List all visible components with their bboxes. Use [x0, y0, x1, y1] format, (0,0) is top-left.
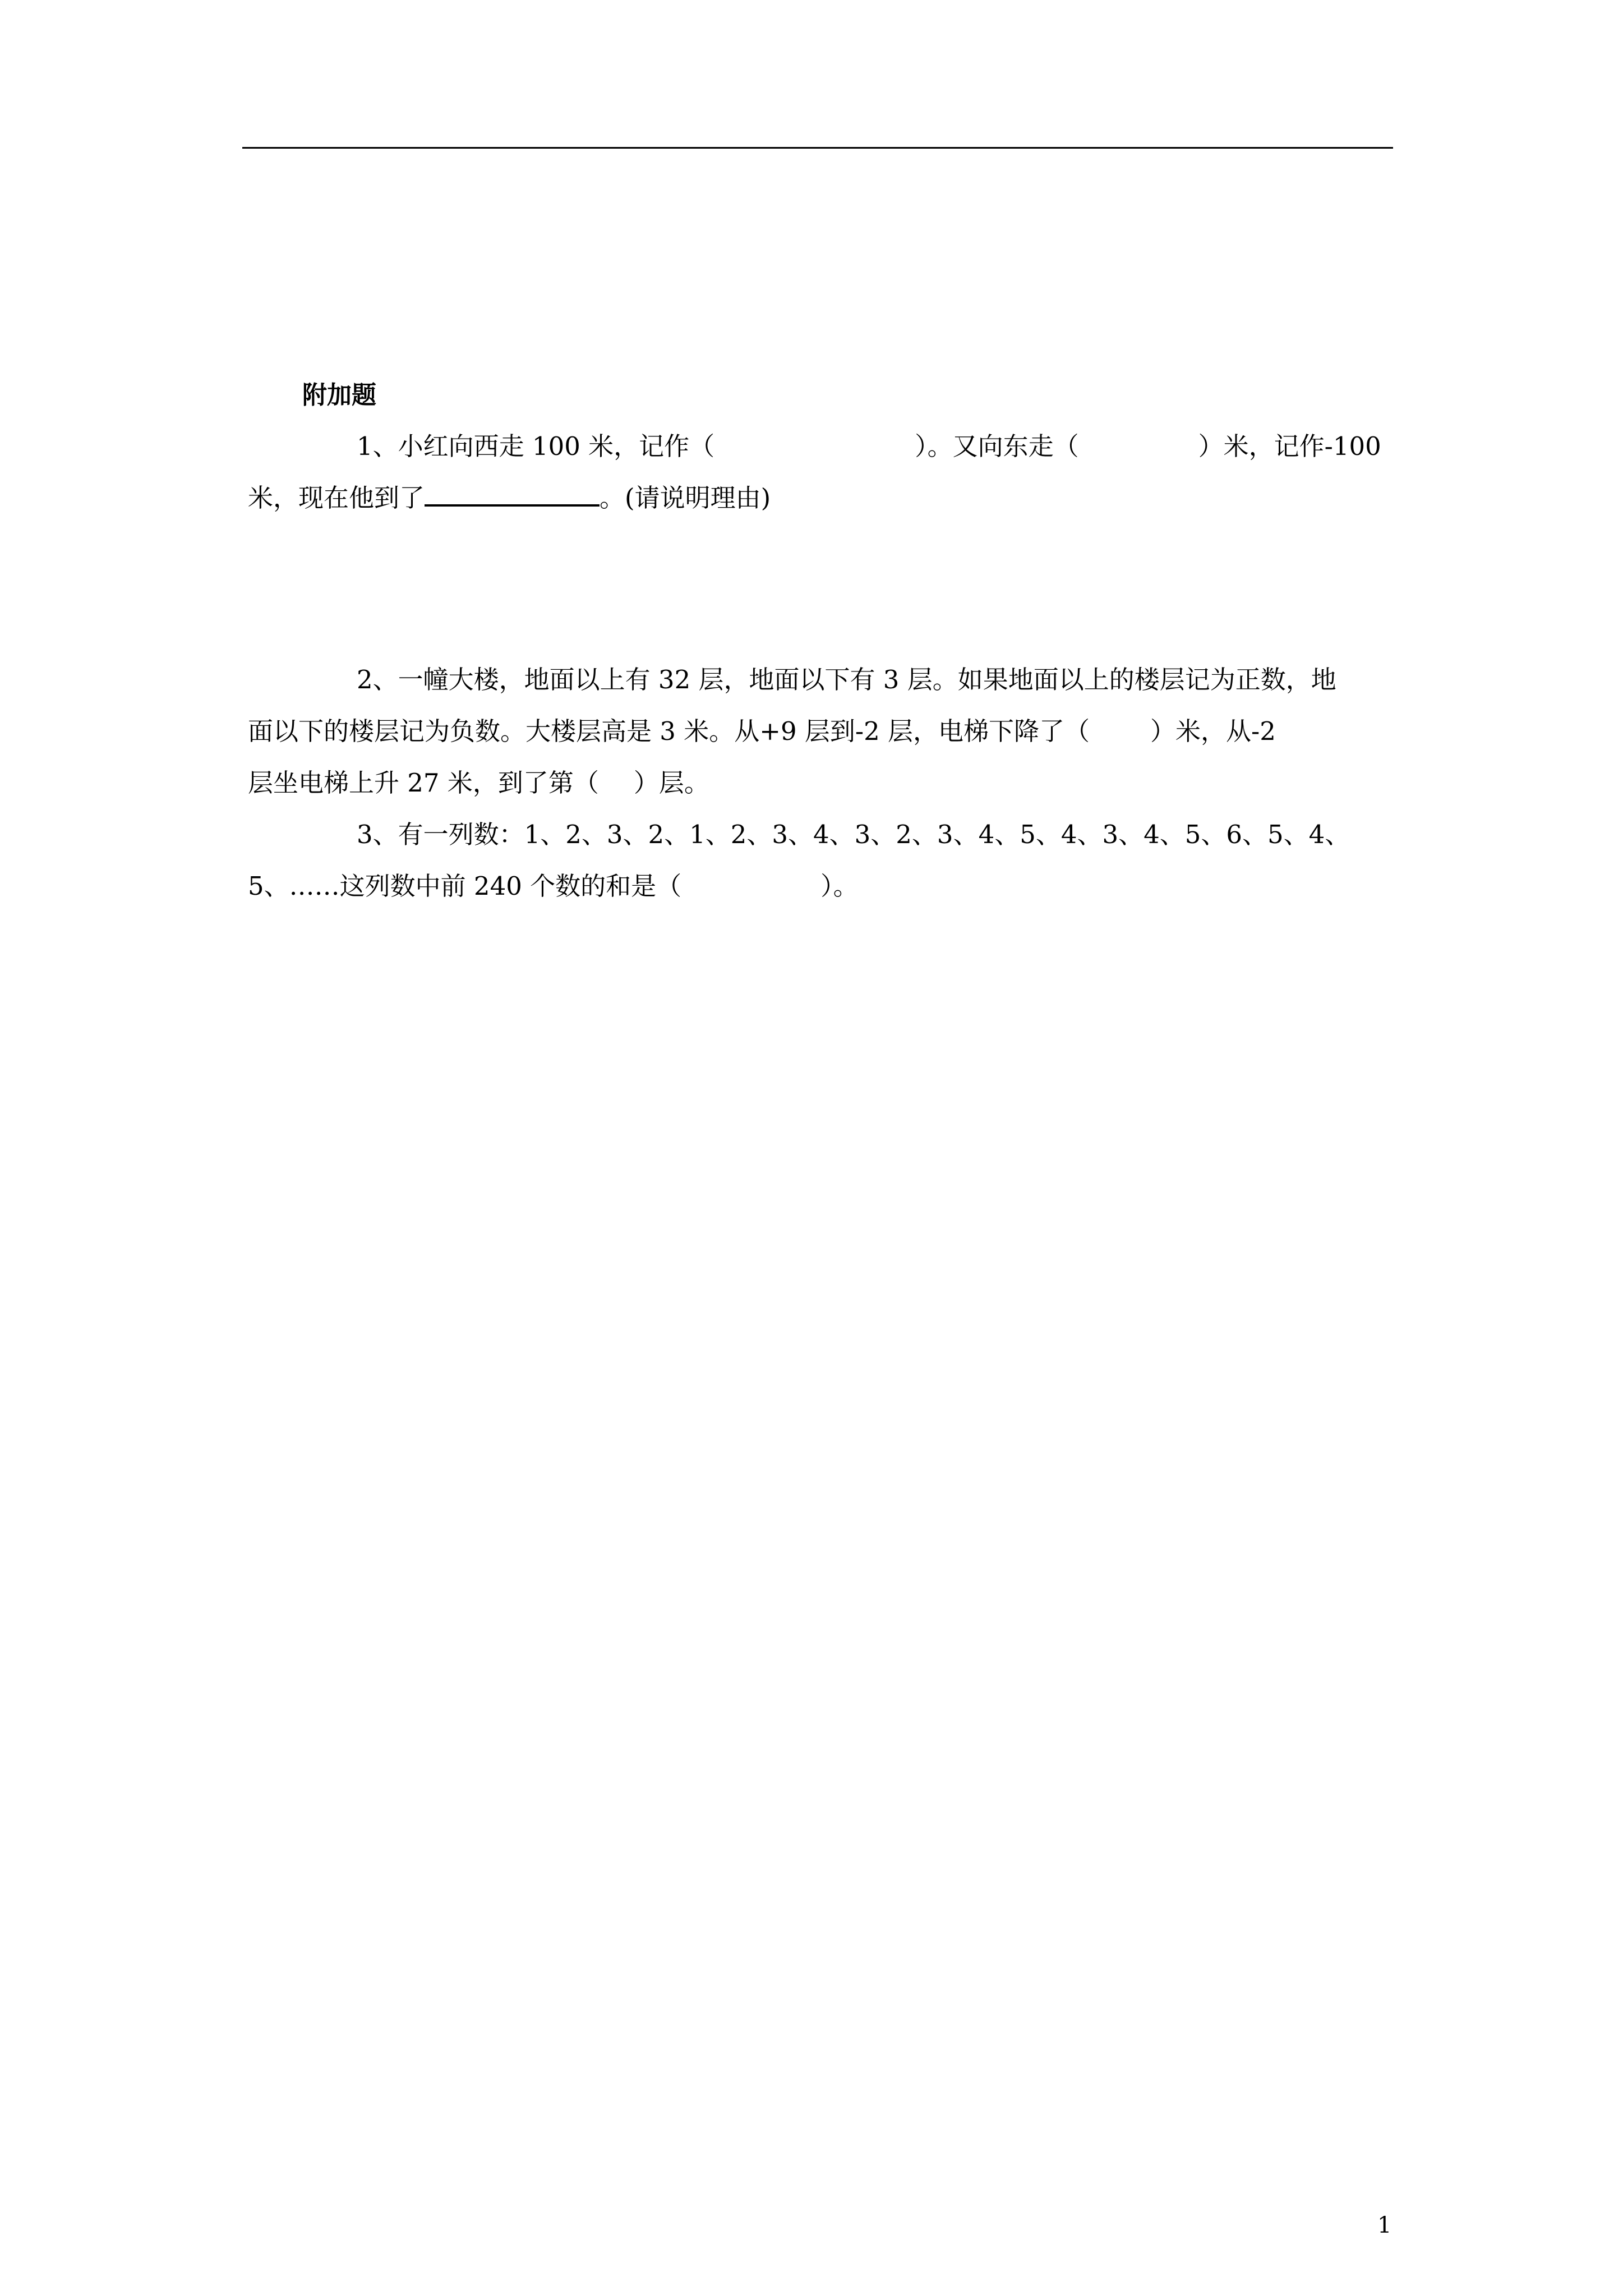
question-2-line-2: 面以下的楼层记为负数。大楼层高是 3 米。从+9 层到-2 层，电梯下降了（ ）米，从-2 — [248, 716, 1276, 746]
question-2-line-1: 2、一幢大楼，地面以上有 32 层，地面以下有 3 层。如果地面以上的楼层记为正数，地 — [357, 665, 1336, 694]
question-2 — [248, 654, 1404, 809]
question-3-line-2: 5、……这列数中前 240 个数的和是（ ）。 — [248, 871, 859, 901]
page-number: 1 — [1377, 2212, 1392, 2238]
question-1-line-2: 米，现在他到了 。(请说明理由) — [248, 472, 1404, 524]
question-3 — [248, 809, 1404, 912]
header-rule — [242, 147, 1393, 149]
section-title: 附加题 — [302, 381, 376, 409]
document-body — [248, 376, 1404, 912]
question-3-line-1: 3、有一列数：1、2、3、2、1、2、3、4、3、2、3、4、5、4、3、4、5、6、5、4、 — [357, 820, 1350, 849]
question-1 — [248, 421, 1404, 524]
underline-answer-blank[interactable] — [425, 477, 600, 507]
question-1-line-1: 1、小红向西走 100 米，记作（ ）。又向东走（ ）米，记作-100 — [357, 431, 1381, 461]
question-2-line-3: 层坐电梯上升 27 米，到了第（ ）层。 — [248, 768, 709, 798]
